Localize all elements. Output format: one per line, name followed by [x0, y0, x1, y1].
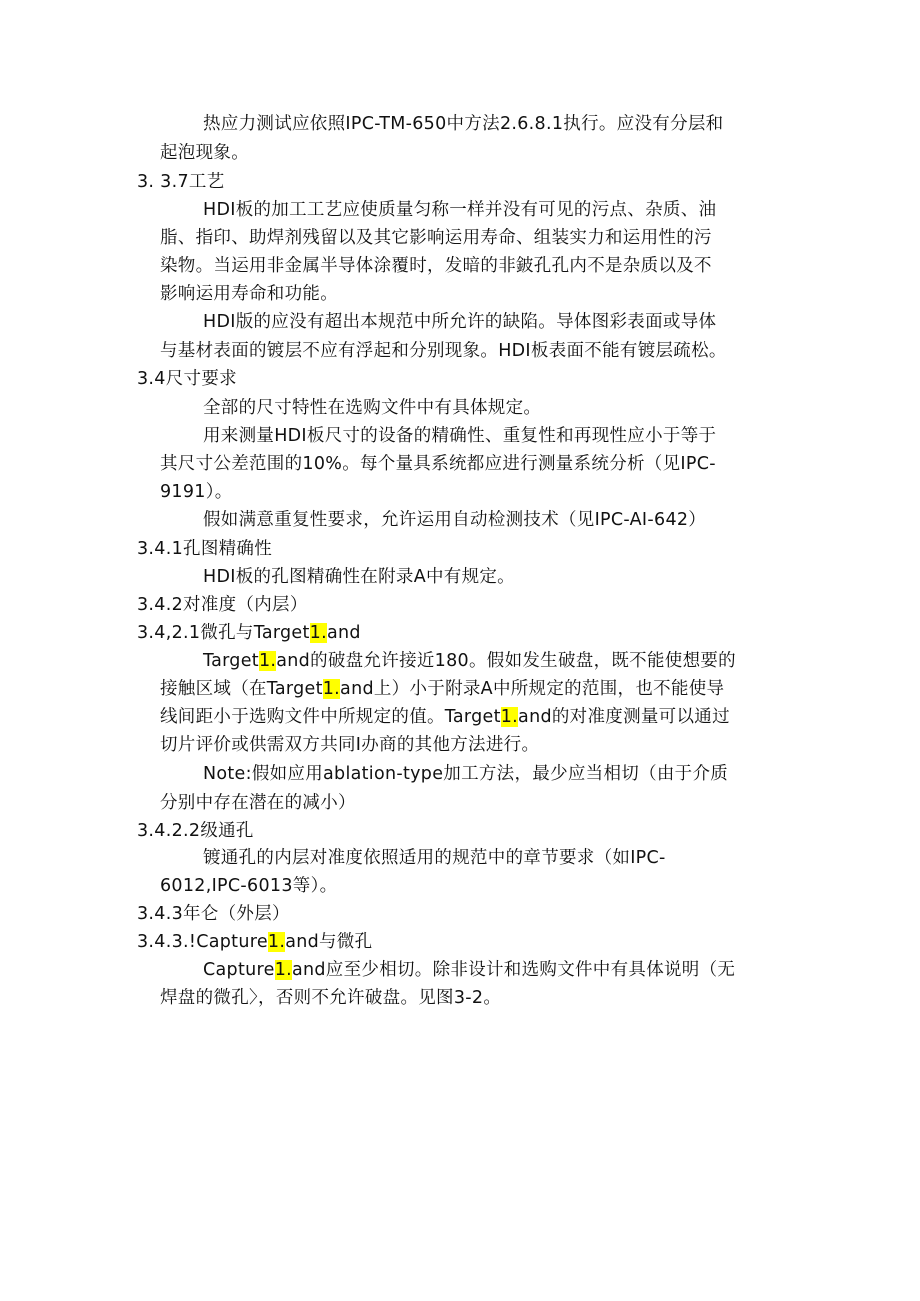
text-line	[160, 986, 501, 1012]
text-line	[160, 733, 539, 759]
section-heading	[137, 621, 361, 647]
text-line	[203, 958, 735, 984]
text-line	[203, 112, 723, 138]
text-segment: and的对准度测量可以通过	[518, 707, 730, 727]
section-heading	[137, 170, 225, 196]
text-segment: and的破盘允许接近180。假如发生破盘，既不能使想要的	[276, 651, 736, 671]
heading-text: 3.4.2对准度（内层）	[137, 595, 308, 615]
text-segment: 染物。当运用非金属半导体涂覆时，发暗的非鈹孔孔内不是杂质以及不	[160, 256, 712, 276]
text-line	[160, 480, 233, 506]
heading-text: 3.4,2.1微孔与Target	[137, 623, 310, 643]
text-segment: Note:假如应用ablation-type加工方法，最少应当相切（由于介质	[203, 764, 729, 784]
text-line	[203, 198, 716, 224]
text-segment: 9191）。	[160, 482, 233, 502]
highlighted-text: 1.	[267, 932, 286, 952]
heading-text: 3.4.1孔图精确性	[137, 539, 273, 559]
text-line	[160, 677, 724, 703]
section-heading	[137, 902, 290, 928]
highlighted-text: 1.	[500, 707, 519, 727]
text-segment: 全部的尺寸特性在选购文件中有具体规定。	[203, 398, 542, 418]
text-segment: and上）小于附录A中所规定的范围，也不能使导	[340, 679, 725, 699]
section-heading	[137, 819, 254, 845]
section-heading	[137, 930, 372, 956]
highlighted-text: 1.	[322, 679, 341, 699]
heading-text: 3.4尺寸要求	[137, 369, 237, 389]
text-line	[203, 762, 728, 788]
text-segment: 假如满意重复性要求，允许运用自动检测技术（见IPC-AI-642）	[203, 510, 707, 530]
text-segment: 与基材表面的镀层不应有浮起和分别现象。HDI板表面不能有镀层疏松。	[160, 341, 727, 361]
text-line	[160, 874, 337, 900]
text-segment: 切片评价或供需双方共同I办商的其他方法进行。	[160, 735, 540, 755]
text-segment: HDI板的孔图精确性在附录A中有规定。	[203, 567, 515, 587]
text-segment: and应至少相切。除非设计和选购文件中有具体说明（无	[291, 960, 736, 980]
highlighted-text: 1.	[274, 960, 292, 980]
heading-text: 3.4.2.2级通孔	[137, 821, 254, 841]
highlighted-text: 1.	[309, 623, 327, 643]
text-segment: 分别中存在潜在的减小）	[160, 793, 356, 813]
text-segment: 脂、指印、助焊剂残留以及其它影响运用寿命、组装实力和运用性的污	[160, 228, 712, 248]
text-line	[203, 565, 515, 591]
highlighted-text: 1.	[258, 651, 277, 671]
text-line	[203, 508, 706, 534]
text-segment: 线间距小于选购文件中所规定的值。Target	[160, 707, 501, 727]
heading-text: 3.4.3年仑（外层）	[137, 904, 290, 924]
text-segment: 用来测量HDI板尺寸的设备的精确性、重复性和再现性应小于等于	[203, 426, 717, 446]
text-line	[203, 846, 666, 872]
text-line	[160, 452, 716, 478]
text-line	[160, 791, 356, 817]
text-line	[203, 396, 541, 422]
text-segment: 热应力测试应依照IPC-TM-650中方法2.6.8.1执行。应没有分层和	[203, 114, 724, 134]
text-segment: 影响运用寿命和功能。	[160, 284, 338, 304]
text-line	[203, 310, 716, 336]
text-segment: HDI板的加工工艺应使质量匀称一样并没有可见的污点、杂质、油	[203, 200, 717, 220]
text-segment: 6012,IPC-6013等）。	[160, 876, 338, 896]
heading-text: 3.4.3.!Capture	[137, 932, 268, 952]
text-line	[160, 141, 249, 167]
text-line	[160, 282, 338, 308]
text-line	[203, 424, 716, 450]
section-heading	[137, 367, 237, 393]
text-segment: Capture	[203, 960, 275, 980]
heading-text: 3. 3.7工艺	[137, 172, 225, 192]
section-heading	[137, 537, 272, 563]
text-line	[203, 649, 736, 675]
text-segment: 接触区域（在Target	[160, 679, 323, 699]
text-line	[160, 705, 730, 731]
text-line	[160, 254, 712, 280]
heading-text: and	[326, 623, 361, 643]
text-segment: 镀通孔的内层对准度依照适用的规范中的章节要求（如IPC-	[203, 848, 666, 868]
text-line	[160, 339, 727, 365]
text-segment: 焊盘的微孔〉，否则不允许破盘。见图3-2。	[160, 988, 502, 1008]
heading-text: and与微孔	[285, 932, 373, 952]
section-heading	[137, 593, 308, 619]
text-segment: HDI版的应没有超出本规范中所允许的缺陷。导体图彩表面或导体	[203, 312, 717, 332]
text-line	[160, 226, 712, 252]
text-segment: Target	[203, 651, 259, 671]
text-segment: 起泡现象。	[160, 143, 249, 163]
text-segment: 其尺寸公差范围的10%。每个量具系统都应进行测量系统分析（见IPC-	[160, 454, 716, 474]
